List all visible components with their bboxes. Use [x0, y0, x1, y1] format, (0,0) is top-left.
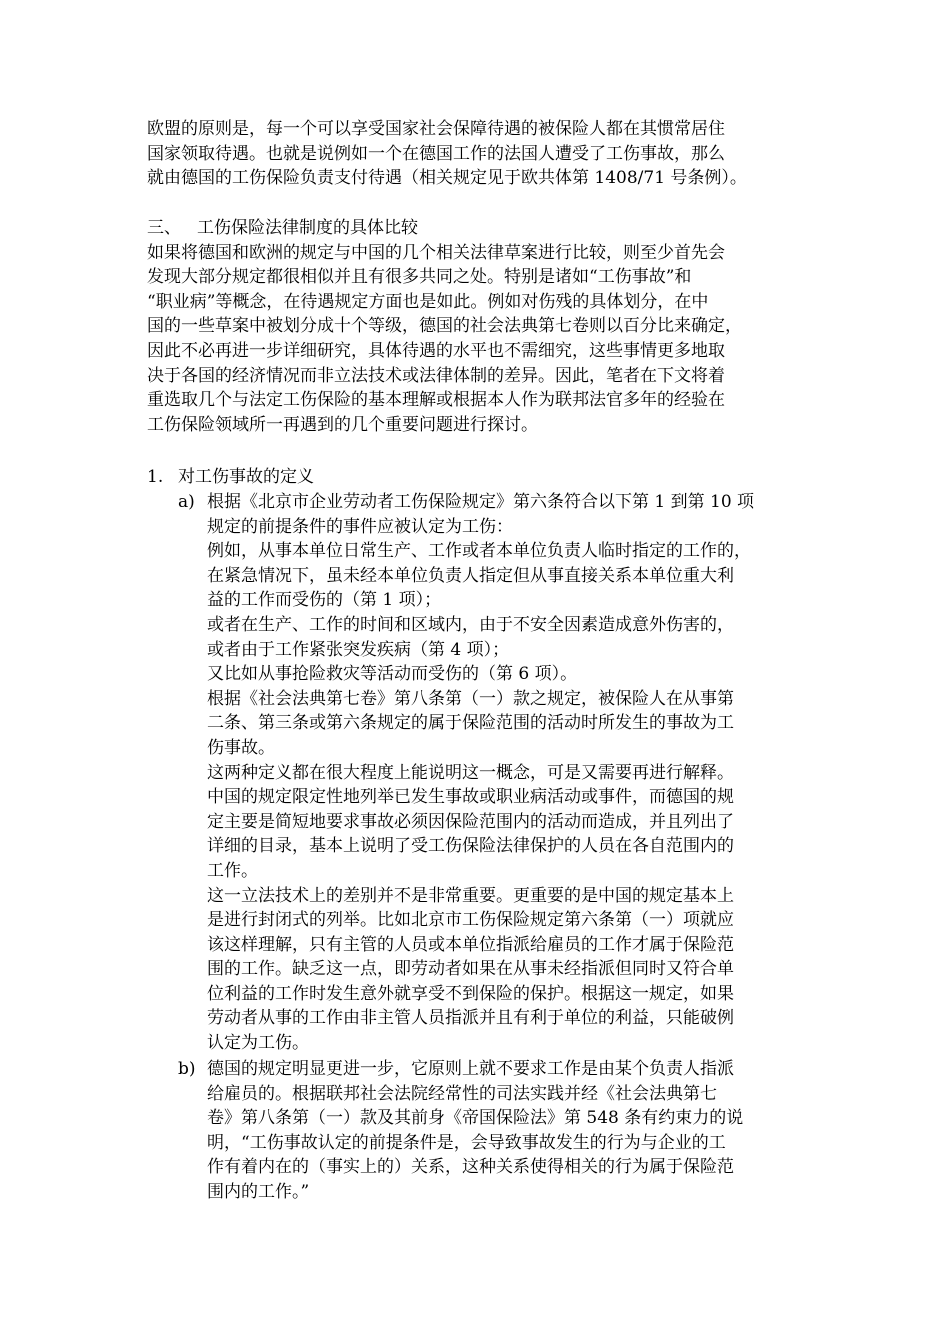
- item-1b-line: 卷》第八条第（一）款及其前身《帝国保险法》第 548 条有约束力的说: [207, 1108, 744, 1129]
- intro-line: 欧盟的原则是，每一个可以享受国家社会保障待遇的被保险人都在其惯常居住: [147, 119, 725, 139]
- item-1a-line: 规定的前提条件的事件应被认定为工伤：: [207, 516, 513, 537]
- item-1b-line: 德国的规定明显更进一步，它原则上就不要求工作是由某个负责人指派: [207, 1059, 734, 1079]
- item-1a-line: 在紧急情况下，虽未经本单位负责人指定但从事直接关系本单位重大利: [207, 565, 734, 586]
- item-1a-line: 根据《社会法典第七卷》第八条第（一）款之规定，被保险人在从事第: [207, 688, 734, 709]
- item-1a-text: [207, 490, 817, 1056]
- item-1a-line: 又比如从事抢险救灾等活动而受伤的（第 6 项）。: [207, 664, 578, 685]
- intro-paragraph: [147, 117, 817, 191]
- item-1-title: 对工伤事故的定义: [178, 467, 314, 487]
- section-3: [147, 216, 817, 437]
- section-3-line: 工伤保险领域所一再遇到的几个重要问题进行探讨。: [147, 414, 538, 435]
- item-1a-line: 根据《北京市企业劳动者工伤保险规定》第六条符合以下第 1 到第 10 项: [207, 492, 755, 512]
- intro-line: 就由德国的工伤保险负责支付待遇（相关规定见于欧共体第 1408/71 号条例）。: [147, 168, 747, 189]
- item-1b-line: 围内的工作。”: [207, 1181, 310, 1202]
- item-1b-line: 作有着内在的（事实上的）关系，这种关系使得相关的行为属于保险范: [207, 1157, 734, 1178]
- section-3-line: 如果将德国和欧洲的规定与中国的几个相关法律草案进行比较，则至少首先会: [147, 242, 725, 263]
- item-1a-line: 例如，从事本单位日常生产、工作或者本单位负责人临时指定的工作的，: [207, 541, 751, 562]
- item-1-number: 1.: [147, 467, 164, 487]
- section-3-line: “职业病”等概念，在待遇规定方面也是如此。例如对伤残的具体划分，在中: [147, 291, 709, 312]
- item-1a-line: 位利益的工作时发生意外就享受不到保险的保护。根据这一规定，如果: [207, 983, 734, 1004]
- item-1a-line: 或者由于工作紧张突发疾病（第 4 项）；: [207, 639, 510, 660]
- item-1a-line: 定主要是简短地要求事故必须因保险范围内的活动而造成，并且列出了: [207, 811, 734, 832]
- item-1a-line: 或者在生产、工作的时间和区域内，由于不安全因素造成意外伤害的，: [207, 614, 734, 635]
- item-1b-line: 明，“工伤事故认定的前提条件是，会导致事故发生的行为与企业的工: [207, 1132, 726, 1153]
- section-3-line: 因此不必再进一步详细研究，具体待遇的水平也不需细究，这些事情更多地取: [147, 340, 725, 361]
- item-1a-line: 工作。: [207, 860, 258, 881]
- item-1a-line: 是进行封闭式的列举。比如北京市工伤保险规定第六条第（一）项就应: [207, 910, 734, 931]
- item-1a-line: 益的工作而受伤的（第 1 项）；: [207, 590, 442, 611]
- section-3-heading: [147, 216, 817, 241]
- section-3-number: 三、: [147, 218, 181, 238]
- section-3-title: 工伤保险法律制度的具体比较: [197, 218, 418, 238]
- item-1a-line: 这一立法技术上的差别并不是非常重要。更重要的是中国的规定基本上: [207, 885, 734, 906]
- item-1a-line: 中国的规定限定性地列举已发生事故或职业病活动或事件，而德国的规: [207, 787, 734, 808]
- item-1a-line: 伤事故。: [207, 737, 275, 758]
- item-1a-line: 围的工作。缺乏这一点，即劳动者如果在从事未经指派但同时又符合单: [207, 959, 734, 980]
- item-1a-line: 认定为工伤。: [207, 1033, 309, 1054]
- section-3-line: 决于各国的经济情况而非立法技术或法律体制的差异。因此，笔者在下文将着: [147, 365, 725, 386]
- intro-line: 国家领取待遇。也就是说例如一个在德国工作的法国人遭受了工伤事故，那么: [147, 143, 725, 164]
- item-1a-line: 该这样理解，只有主管的人员或本单位指派给雇员的工作才属于保险范: [207, 934, 734, 955]
- item-1a-line: 详细的目录，基本上说明了受工伤保险法律保护的人员在各自范围内的: [207, 836, 734, 857]
- item-1b-marker: b): [178, 1059, 196, 1079]
- item-1a-line: 二条、第三条或第六条规定的属于保险范围的活动时所发生的事故为工: [207, 713, 734, 734]
- section-3-line: 发现大部分规定都很相似并且有很多共同之处。特别是诸如“工伤事故”和: [147, 267, 692, 288]
- section-3-line: 重选取几个与法定工伤保险的基本理解或根据本人作为联邦法官多年的经验在: [147, 390, 725, 411]
- item-1b-line: 给雇员的。根据联邦社会法院经常性的司法实践并经《社会法典第七: [207, 1083, 717, 1104]
- section-3-line: 国的一些草案中被划分成十个等级，德国的社会法典第七卷则以百分比来确定，: [147, 316, 742, 337]
- item-1a-line: 这两种定义都在很大程度上能说明这一概念，可是又需要再进行解释。: [207, 762, 734, 783]
- item-1b-text: [207, 1057, 817, 1205]
- item-1a-line: 劳动者从事的工作由非主管人员指派并且有利于单位的利益，只能破例: [207, 1008, 734, 1029]
- item-1a-marker: a): [178, 492, 195, 512]
